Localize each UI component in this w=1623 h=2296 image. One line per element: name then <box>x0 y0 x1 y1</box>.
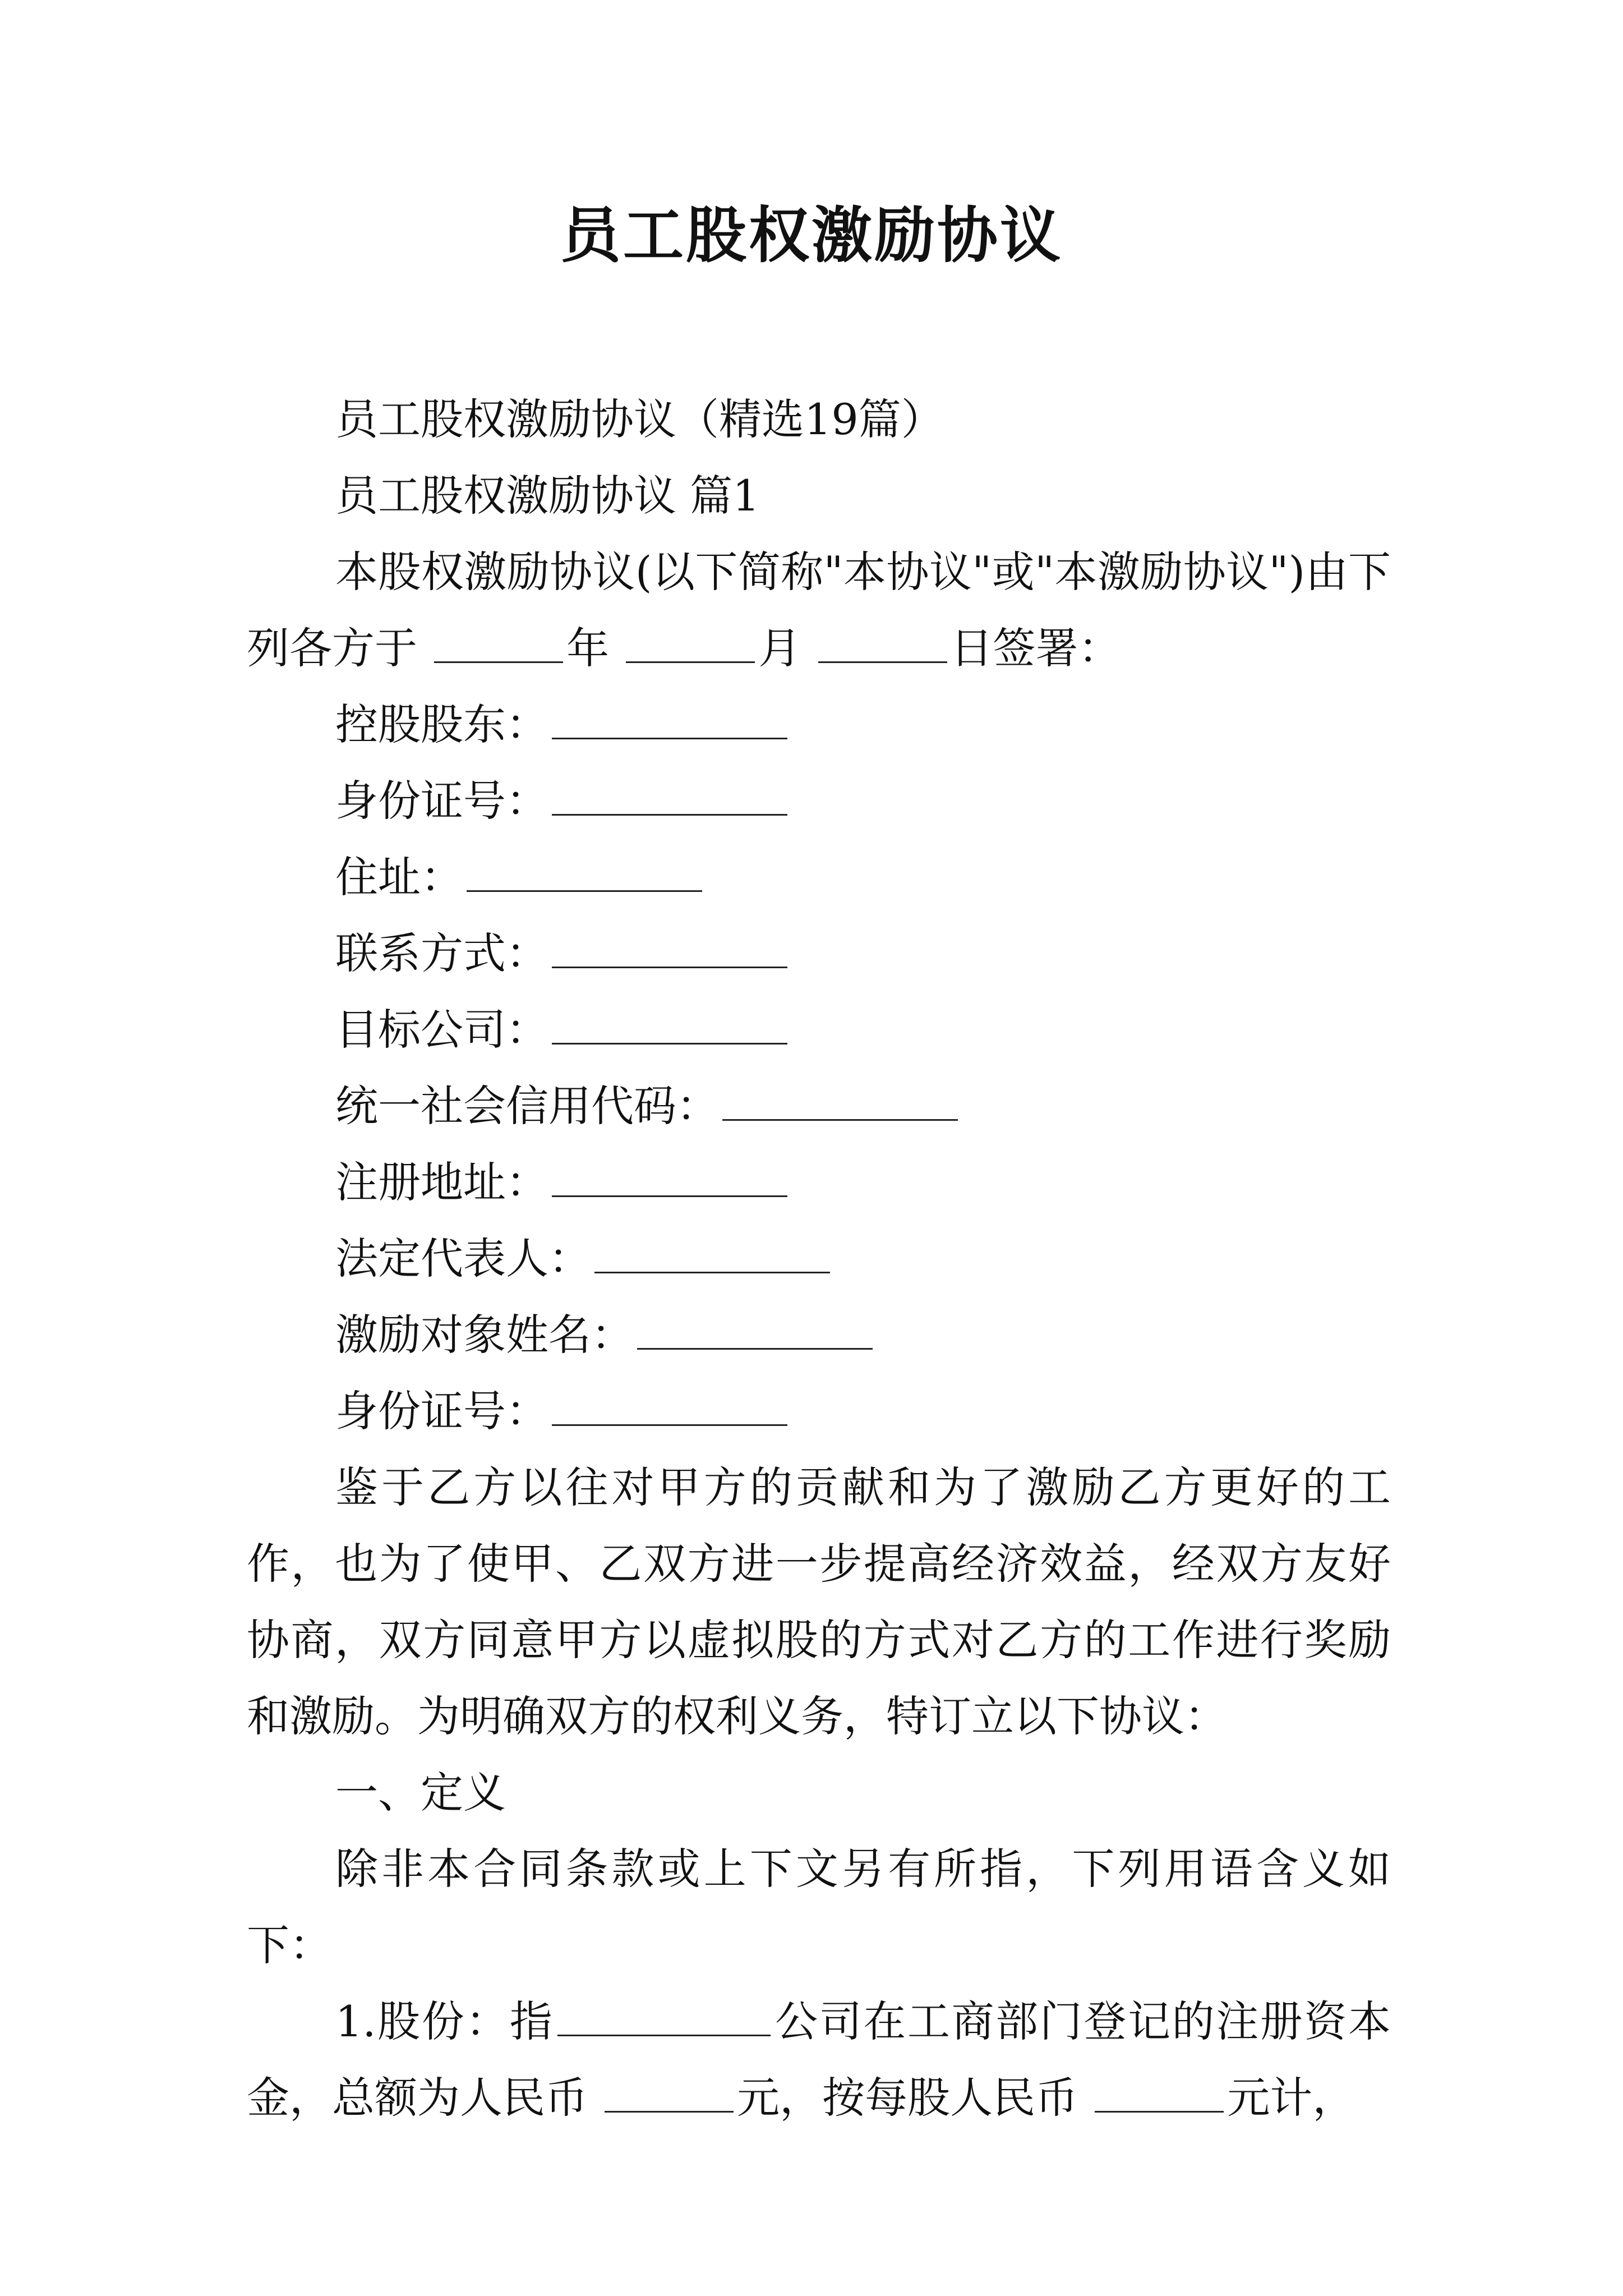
field-incentive-recipient <box>247 1297 1391 1373</box>
field-blank <box>594 1231 830 1273</box>
intro-paragraph <box>247 534 1391 687</box>
recital-paragraph: 鉴于乙方以往对甲方的贡献和为了激励乙方更好的工作，也为了使甲、乙双方进一步提高经济效益，经双方友好协商，双方同意甲方以虚拟股的方式对乙方的工作进行奖励和激励。为明确双方的权利义务，特订立以下协议： <box>247 1462 1391 1741</box>
field-contact <box>247 915 1391 992</box>
day-sign-label: 日签署： <box>950 623 1121 673</box>
section-heading: 员工股权激励协议 篇1 <box>335 471 760 521</box>
per-share-blank <box>1095 2070 1224 2113</box>
clause-1-end: 元计， <box>1227 2073 1355 2123</box>
field-id-number-2 <box>247 1373 1391 1450</box>
field-blank <box>552 1384 787 1426</box>
field-label: 身份证号： <box>335 776 548 826</box>
field-label: 住址： <box>335 852 463 902</box>
field-target-company <box>247 992 1391 1068</box>
field-blank <box>552 926 787 968</box>
clause-1-yuan: 元，按每股人民币 <box>737 2073 1078 2123</box>
document-title: 员工股权激励协议 <box>560 200 1063 271</box>
field-legal-representative <box>247 1221 1391 1297</box>
year-blank <box>434 621 563 663</box>
day-blank <box>818 621 947 663</box>
clause-1 <box>247 1984 1391 2136</box>
clause-1-mid: 公司在工商部门登记的注册资本金，总额为人民币 <box>247 1996 1391 2123</box>
field-label: 控股股东： <box>335 700 548 749</box>
field-label: 目标公司： <box>335 1005 548 1055</box>
field-registered-address <box>247 1144 1391 1221</box>
field-label: 激励对象姓名： <box>335 1310 634 1360</box>
field-address <box>247 839 1391 915</box>
field-id-number <box>247 763 1391 839</box>
field-controlling-shareholder <box>247 687 1391 763</box>
intro-text: 本股权激励协议(以下简称"本协议"或"本激励协议")由下列各方于 <box>247 547 1391 673</box>
field-blank <box>467 850 702 892</box>
document-body <box>247 381 1391 2136</box>
definitions-intro: 除非本合同条款或上下文另有所指，下列用语含义如下： <box>247 1844 1391 1970</box>
field-blank <box>552 774 787 816</box>
field-credit-code <box>247 1068 1391 1144</box>
field-blank <box>552 1002 787 1045</box>
field-label: 联系方式： <box>335 928 548 978</box>
definitions-heading: 一、定义 <box>335 1768 506 1818</box>
company-blank <box>557 1994 771 2036</box>
capital-blank <box>605 2070 734 2113</box>
field-blank <box>552 697 787 739</box>
month-blank <box>626 621 755 663</box>
field-label: 注册地址： <box>335 1157 548 1207</box>
field-blank <box>552 1155 787 1197</box>
field-blank <box>722 1079 958 1121</box>
field-blank <box>637 1308 873 1350</box>
document-subtitle: 员工股权激励协议（精选19篇） <box>335 394 944 444</box>
month-label: 月 <box>758 623 801 673</box>
field-label: 法定代表人： <box>335 1234 591 1283</box>
field-label: 统一社会信用代码： <box>335 1081 719 1131</box>
clause-1-prefix: 1.股份：指 <box>335 1996 554 2046</box>
field-label: 身份证号： <box>335 1386 548 1436</box>
year-label: 年 <box>566 623 610 673</box>
